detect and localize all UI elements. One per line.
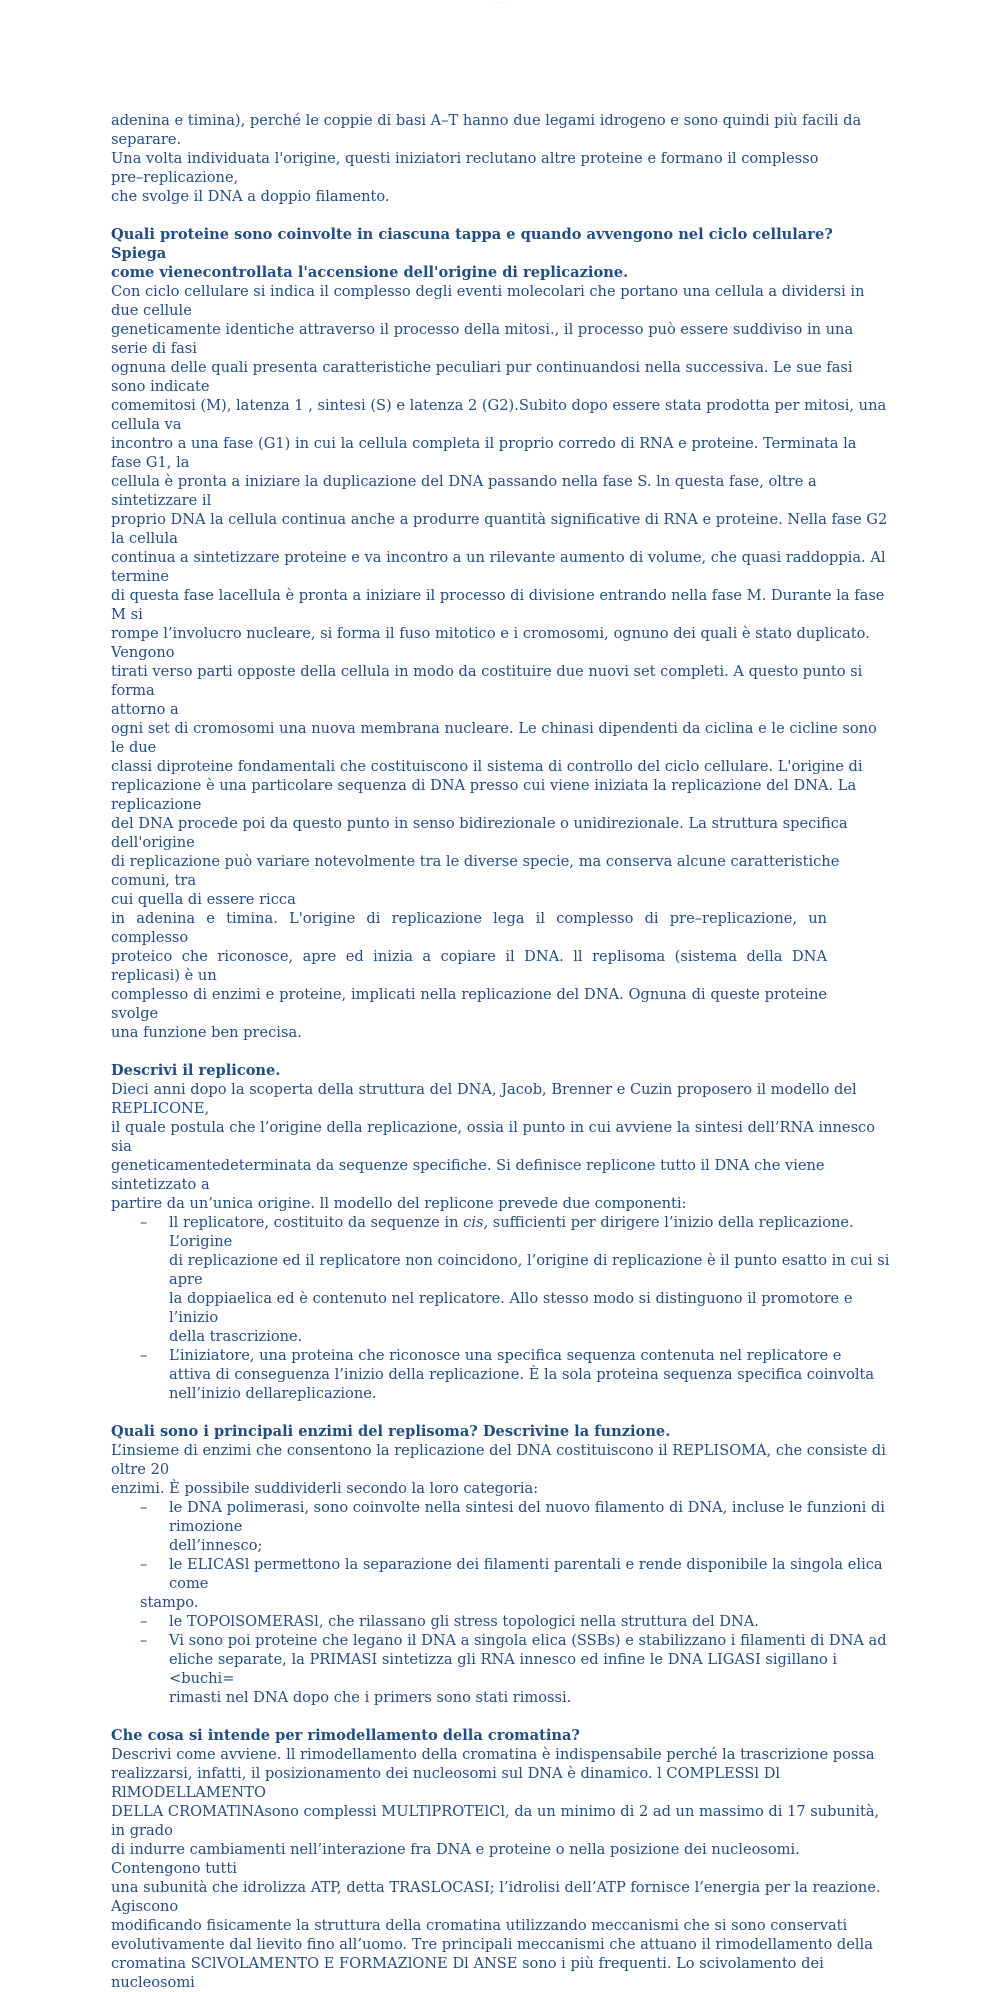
list-item: [111, 1498, 891, 1555]
dash-bullet: –: [140, 1556, 148, 1573]
text-line: adenina e timina), perché le coppie di basi A–T hanno due legami idrogeno e sono quindi più facili da separare.: [111, 112, 862, 148]
enzymes-list: [111, 1498, 891, 1707]
list-text: le ELICASl permettono la separazione dei filamenti parentali e rende disponibile la singola elica come: [169, 1556, 883, 1592]
list-item: [111, 1612, 891, 1631]
list-item: [111, 1213, 891, 1346]
list-item: [111, 1631, 891, 1707]
text-line: proprio DNA la cellula continua anche a produrre quantità significative di RNA e proteine. Nella fase G2 la cellula: [111, 511, 888, 547]
text-line: comemitosi (M), latenza 1 , sintesi (S) e latenza 2 (G2).Subito dopo essere stata prodotta per mitosi, una cellula va: [111, 397, 887, 433]
list-text: stampo.: [140, 1594, 199, 1611]
text-line: replicazione è una particolare sequenza di DNA presso cui viene iniziata la replicazione del DNA. La replicazione: [111, 777, 857, 813]
section-heading: Quali sono i principali enzimi del replisoma? Descrivine la funzione.: [111, 1423, 671, 1440]
section-replisoma: [111, 1422, 891, 1707]
list-text: Vi sono poi proteine che legano il DNA a singola elica (SSBs) e stabilizzano i filamenti di DNA ad: [169, 1632, 887, 1649]
dash-bullet: –: [140, 1632, 148, 1649]
text-line: geneticamente identiche attraverso il processo della mitosi., il processo può essere suddiviso in una serie di fasi: [111, 321, 854, 357]
list-text: della trascrizione.: [169, 1328, 303, 1345]
text-line: una subunità che idrolizza ATP, detta TRASLOCASI; l’idrolisi dell’ATP fornisce l’energia per la reazione. Agiscono: [111, 1879, 881, 1915]
text-line: modificando fisicamente la struttura della cromatina utilizzando meccanismi che si sono conservati: [111, 1917, 848, 1934]
list-item: [111, 1555, 891, 1612]
document-body: [111, 111, 891, 1992]
text-line: il quale postula che l’origine della replicazione, ossia il punto in cui avviene la sintesi dell’RNA innesco sia: [111, 1119, 876, 1155]
text-line: realizzarsi, infatti, il posizionamento dei nucleosomi sul DNA è dinamico. l COMPLESSl Dl RlMODELLAMENTO: [111, 1765, 781, 1801]
text-line: tirati verso parti opposte della cellula in modo da costituire due nuovi set completi. A questo punto si forma: [111, 663, 863, 699]
text-line: classi diproteine fondamentali che costituiscono il sistema di controllo del ciclo cellulare. L'origine di: [111, 758, 863, 775]
text-line: Una volta individuata l'origine, questi iniziatori reclutano altre proteine e formano il complesso: [111, 150, 819, 167]
text-line: partire da un’unica origine. ll modello del replicone prevede due componenti:: [111, 1195, 687, 1212]
list-text: le DNA polimerasi, sono coinvolte nella sintesi del nuovo filamento di DNA, incluse le funzioni di rimozione: [169, 1499, 885, 1535]
list-text: eliche separate, la PRIMASI sintetizza gli RNA innesco ed infine le DNA LIGASI sigillano i <buchi=: [169, 1651, 838, 1687]
text-line: Descrivi come avviene. ll rimodellamento della cromatina è indispensabile perché la trascrizione possa: [111, 1746, 875, 1763]
replicone-components-list: [111, 1213, 891, 1403]
list-text: attiva di conseguenza l’inizio della replicazione. È la sola proteina sequenza specifica coinvolta: [169, 1366, 875, 1383]
list-text: dell’innesco;: [169, 1537, 263, 1554]
section-replicone: [111, 1061, 891, 1403]
text-line: di indurre cambiamenti nell’interazione fra DNA e proteine o nella posizione dei nucleosomi. Contengono tutti: [111, 1841, 800, 1877]
section-heading: Descrivi il replicone.: [111, 1062, 281, 1079]
text-line: ogni set di cromosomi una nuova membrana nucleare. Le chinasi dipendenti da ciclina e le cicline sono le due: [111, 720, 877, 756]
text-line: del DNA procede poi da questo punto in senso bidirezionale o unidirezionale. La struttura specifica dell'origine: [111, 815, 848, 851]
text-line: che svolge il DNA a doppio filamento.: [111, 188, 390, 205]
list-text: la doppiaelica ed è contenuto nel replicatore. Allo stesso modo si distinguono il promotore e l’inizio: [169, 1290, 853, 1326]
paragraph-gap: [111, 1403, 891, 1422]
section-cell-cycle: [111, 225, 891, 1042]
text-line: Con ciclo cellulare si indica il complesso degli eventi molecolari che portano una cellula a dividersi in due cellule: [111, 283, 865, 319]
text-line: di questa fase lacellula è pronta a iniziare il processo di divisione entrando nella fase M. Durante la fase M si: [111, 587, 885, 623]
text-line: L’insieme di enzimi che consentono la replicazione del DNA costituiscono il REPLISOMA, che consiste di oltre 20: [111, 1442, 886, 1478]
text-line: attorno a: [111, 701, 179, 718]
justified-line: proteico che riconosce, apre ed inizia a copiare il DNA. ll replisoma (sistema della DNA replicasi) è un: [111, 948, 827, 984]
dash-bullet: –: [140, 1347, 148, 1364]
list-text: ll replicatore, costituito da sequenze in: [169, 1214, 464, 1231]
paragraph-gap: [111, 1042, 891, 1061]
text-line: di replicazione può variare notevolmente tra le diverse specie, ma conserva alcune caratteristiche comuni, tra: [111, 853, 840, 889]
text-line: evolutivamente dal lievito fino all’uomo. Tre principali meccanismi che attuano il rimodellamento della: [111, 1936, 873, 1953]
list-text: L’iniziatore, una proteina che riconosce una specifica sequenza contenuta nel replicatore e: [169, 1347, 842, 1364]
paragraph-gap: [111, 1707, 891, 1726]
text-line: pre–replicazione,: [111, 169, 239, 186]
list-item: [111, 1346, 891, 1403]
paragraph-gap: [111, 206, 891, 225]
text-line: cui quella di essere ricca: [111, 891, 296, 908]
justified-line: in adenina e timina. L'origine di replicazione lega il complesso di pre–replicazione, un complesso: [111, 910, 827, 946]
list-text: sufficienti per dirigere l’inizio della replicazione. L’origine: [169, 1214, 854, 1250]
list-text: di replicazione ed il replicatore non coincidono, l’origine di replicazione è il punto esatto in cui si apre: [169, 1252, 890, 1288]
dash-bullet: –: [140, 1613, 148, 1630]
heading-line: Quali proteine sono coinvolte in ciascuna tappa e quando avvengono nel ciclo cellulare? Spiega: [111, 226, 833, 262]
section-chromatin-remodeling: [111, 1726, 891, 1992]
text-line: geneticamentedeterminata da sequenze specifiche. Si definisce replicone tutto il DNA che viene sintetizzato a: [111, 1157, 825, 1193]
heading-line: come vienecontrollata l'accensione dell'origine di replicazione.: [111, 264, 629, 281]
text-line: cellula è pronta a iniziare la duplicazione del DNA passando nella fase S. ln questa fase, oltre a sintetizzare il: [111, 473, 817, 509]
intro-paragraph: [111, 111, 891, 206]
list-text: nell’inizio dellareplicazione.: [169, 1385, 377, 1402]
dash-bullet: –: [140, 1214, 148, 1231]
dash-bullet: –: [140, 1499, 148, 1516]
list-text: le TOPOlSOMERASl, che rilassano gli stress topologici nella struttura del DNA.: [169, 1613, 759, 1630]
text-line: rompe l’involucro nucleare, si forma il fuso mitotico e i cromosomi, ognuno dei quali è stato duplicato. Vengono: [111, 625, 870, 661]
text-line: incontro a una fase (G1) in cui la cellula completa il proprio corredo di RNA e proteine. Terminata la fase G1, la: [111, 435, 857, 471]
text-line: cromatina SClVOLAMENTO E FORMAZlONE Dl ANSE sono i più frequenti. Lo scivolamento dei nucleosomi: [111, 1955, 824, 1991]
list-text: rimasti nel DNA dopo che i primers sono stati rimossi.: [169, 1689, 572, 1706]
text-line: Dieci anni dopo la scoperta della struttura del DNA, Jacob, Brenner e Cuzin proposero il modello del REPLICONE,: [111, 1081, 857, 1117]
text-line: continua a sintetizzare proteine e va incontro a un rilevante aumento di volume, che quasi raddoppia. Al termine: [111, 549, 886, 585]
section-heading: Che cosa si intende per rimodellamento della cromatina?: [111, 1727, 580, 1744]
section-heading: [111, 225, 891, 282]
text-line: una funzione ben precisa.: [111, 1024, 302, 1041]
text-line: enzimi. È possibile suddividerli secondo la loro categoria:: [111, 1480, 539, 1497]
list-text-italic: cis,: [463, 1214, 489, 1231]
text-line: ognuna delle quali presenta caratteristiche peculiari pur continuandosi nella successiva. Le sue fasi sono indicate: [111, 359, 853, 395]
text-line: DELLA CROMATlNAsono complessi MULTlPROTElCl, da un minimo di 2 ad un massimo di 17 subunità, in grado: [111, 1803, 880, 1839]
page-header-mark: · · · · ·: [494, 0, 506, 5]
justified-line: complesso di enzimi e proteine, implicati nella replicazione del DNA. Ognuna di queste proteine svolge: [111, 986, 827, 1022]
